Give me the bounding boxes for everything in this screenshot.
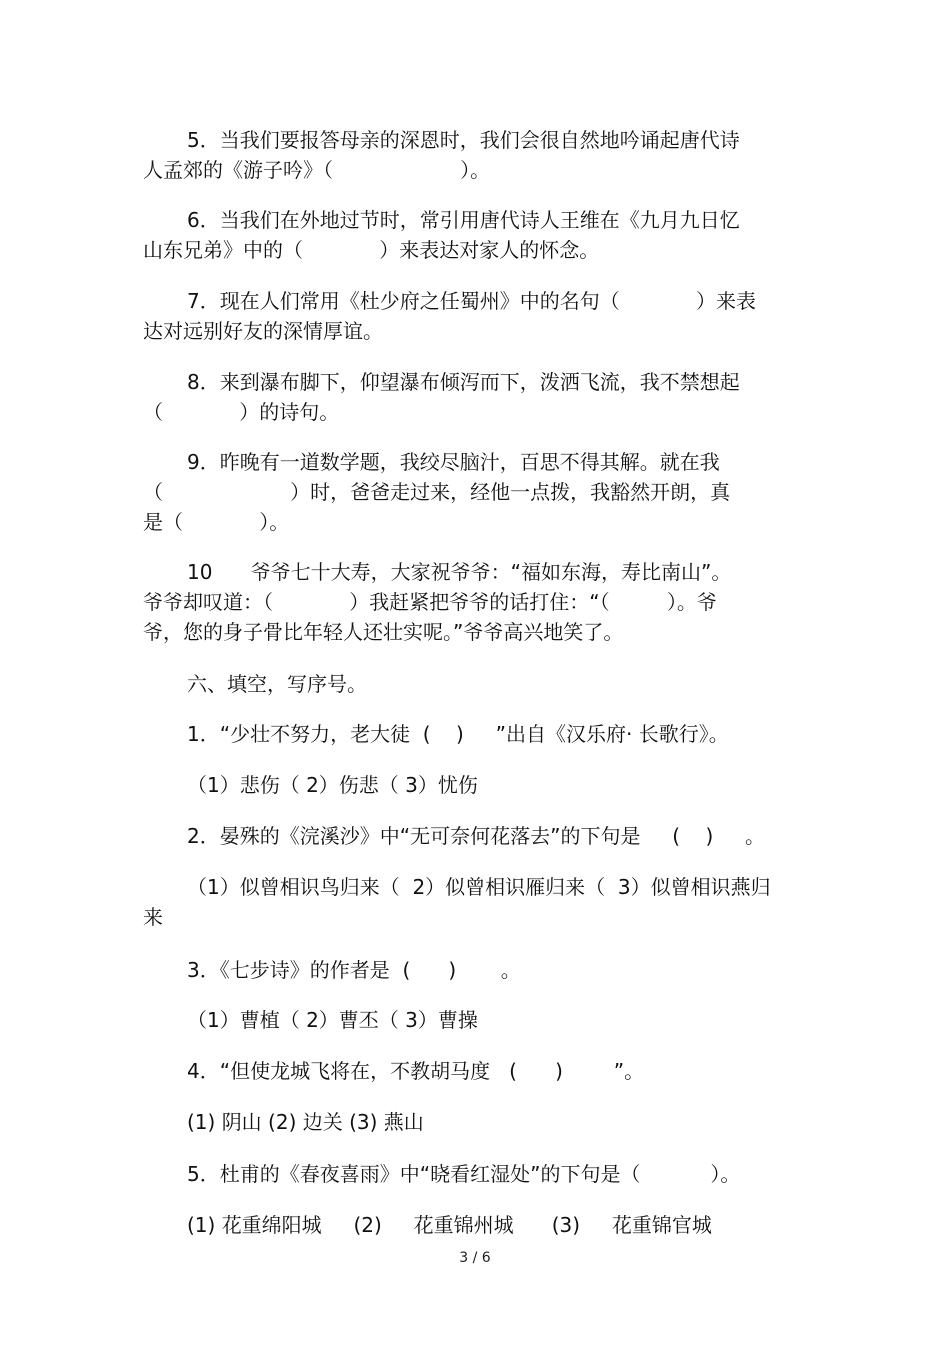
question-5-line-2: 人孟郊的《游子吟》（ ）。: [143, 158, 491, 182]
fill-question-3-options: （1）曹植（ 2）曹丕（ 3）曹操: [187, 1008, 478, 1032]
fill-question-5: 5．杜甫的《春夜喜雨》中“晓看红湿处”的下句是（ ）。: [187, 1162, 741, 1186]
fill-question-2-options-line-2: 来: [143, 905, 163, 929]
question-9-line-2: （ ）时，爸爸走过来，经他一点拨，我豁然开朗，真: [143, 480, 731, 504]
question-10-line-3: 爷，您的身子骨比年轻人还壮实呢。”爷爷高兴地笑了。: [143, 620, 624, 644]
fill-question-1-options: （1）悲伤（ 2）伤悲（ 3）忧伤: [187, 773, 478, 797]
page-number: 3 / 6: [459, 1250, 491, 1266]
question-5-line-1: 5．当我们要报答母亲的深恩时，我们会很自然地吟诵起唐代诗: [187, 128, 740, 152]
question-9-line-1: 9．昨晚有一道数学题，我绞尽脑汁，百思不得其解。就在我: [187, 450, 720, 474]
question-8-line-1: 8．来到瀑布脚下，仰望瀑布倾泻而下，泼洒飞流，我不禁想起: [187, 370, 740, 394]
fill-question-4: 4．“但使龙城飞将在，不教胡马度 ( ) ”。: [187, 1059, 645, 1083]
question-7-line-1: 7．现在人们常用《杜少府之任蜀州》中的名句（ ）来表: [187, 289, 757, 313]
fill-question-2: 2．晏殊的《浣溪沙》中“无可奈何花落去”的下句是 ( ) 。: [187, 824, 766, 848]
fill-question-1: 1．“少壮不努力，老大徒 ( ) ”出自《汉乐府· 长歌行》。: [187, 722, 729, 746]
question-7-line-2: 达对远别好友的深情厚谊。: [143, 319, 383, 343]
question-10-line-2: 爷爷却叹道：（ ）我赶紧把爷爷的话打住：“（ ）。爷: [143, 590, 717, 614]
fill-question-5-options: (1) 花重绵阳城 (2) 花重锦州城 (3) 花重锦官城: [187, 1213, 712, 1237]
fill-question-3: 3．《七步诗》的作者是 ( ) 。: [187, 958, 521, 982]
question-6-line-1: 6．当我们在外地过节时，常引用唐代诗人王维在《九月九日忆: [187, 208, 740, 232]
fill-question-2-options-line-1: （1）似曾相识鸟归来（ 2）似曾相识雁归来（ 3）似曾相识燕归: [187, 875, 771, 899]
question-8-line-2: （ ）的诗句。: [143, 400, 340, 424]
fill-question-4-options: (1) 阴山 (2) 边关 (3) 燕山: [187, 1110, 424, 1134]
question-9-line-3: 是（ ）。: [143, 510, 290, 534]
question-10-line-1: 10 爷爷七十大寿，大家祝爷爷：“福如东海，寿比南山”。: [187, 560, 732, 584]
question-6-line-2: 山东兄弟》中的（ ）来表达对家人的怀念。: [143, 238, 600, 262]
section-6-title: 六、填空，写序号。: [187, 672, 367, 696]
